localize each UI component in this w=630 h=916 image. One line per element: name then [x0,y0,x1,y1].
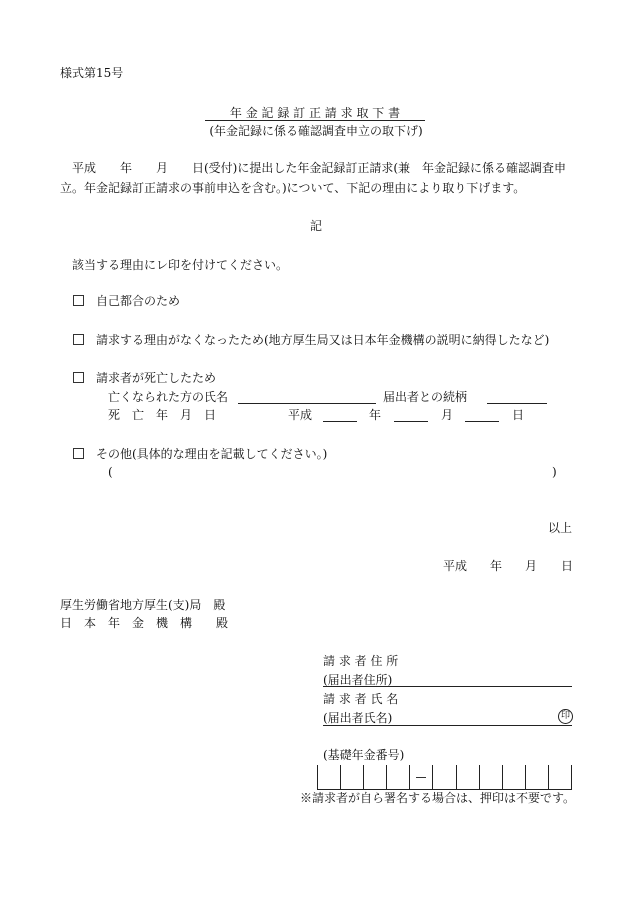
death-date-label: 死 亡 年 月 日 [108,408,217,422]
pension-separator-cell [409,765,432,789]
deceased-name-label: 亡くなられた方の氏名 [108,390,229,404]
seal-mark-icon: 印 [558,709,573,724]
document-title: 年 金 記 録 訂 正 請 求 取 下 書 [205,106,425,121]
option-label-3: 請求者が死亡したため [96,371,217,385]
date-month: 月 [525,559,538,573]
pension-digit-cell[interactable] [525,765,548,789]
pension-number-grid[interactable] [317,765,572,790]
intro-line-1: 平成 年 月 日(受付)に提出した年金記録訂正請求(兼 年金記録に係る確認調査申 [60,161,567,175]
pension-digit-cell[interactable] [456,765,479,789]
applicant-name-field[interactable] [323,725,572,726]
ki-heading: 記 [310,219,323,233]
option-checkbox-2[interactable] [73,333,84,347]
applicant-address-field[interactable] [323,686,572,687]
pension-digit-cell[interactable] [548,765,572,789]
pension-digit-cell[interactable] [432,765,455,789]
option-checkbox-3[interactable] [73,371,84,385]
death-month-field[interactable] [394,421,428,422]
other-close-paren: ) [552,465,557,479]
death-day-field[interactable] [465,421,499,422]
death-day-label: 日 [512,408,525,422]
death-year-label: 年 [369,408,382,422]
option-label-4: その他(具体的な理由を記載してください。) [96,447,328,461]
pension-number-label: (基礎年金番号) [323,748,405,762]
addressee-regional-bureau: 厚生労働省地方厚生(支)局 殿 [60,598,226,612]
death-month-label: 月 [441,408,454,422]
date-era: 平成 [443,559,468,573]
other-reason-field[interactable] [118,463,548,481]
signature-note: ※請求者が自ら署名する場合は、押印は不要です。 [300,791,576,805]
death-year-field[interactable] [323,421,357,422]
intro-line-2: 立。年金記録訂正請求の事前申込を含む。)について、下記の理由により取り下げます。 [60,181,526,195]
deceased-name-field[interactable] [238,403,376,404]
pension-digit-cell[interactable] [363,765,386,789]
death-era: 平成 [288,408,313,422]
applicant-address-label: 請 求 者 住 所 [323,654,399,668]
option-checkbox-1[interactable] [73,294,84,308]
document-subtitle: (年金記録に係る確認調査申立の取下げ) [209,124,423,138]
form-number: 様式第15号 [60,66,124,80]
addressee-pension-service: 日 本 年 金 機 構 殿 [60,616,229,630]
pension-digit-cell[interactable] [502,765,525,789]
option-label-1: 自己都合のため [96,294,181,308]
applicant-address-sub: (届出者住所) [323,673,393,687]
applicant-name-sub: (届出者氏名) [323,711,393,725]
pension-digit-cell[interactable] [479,765,502,789]
other-open-paren: ( [108,465,113,479]
relation-field[interactable] [487,403,547,404]
option-label-2: 請求する理由がなくなったため(地方厚生局又は日本年金機構の説明に納得したなど) [96,333,550,347]
pension-digit-cell[interactable] [340,765,363,789]
applicant-name-label: 請 求 者 氏 名 [323,692,399,706]
date-year: 年 [490,559,503,573]
pension-digit-cell[interactable] [386,765,409,789]
dash-icon [416,777,426,778]
instruction: 該当する理由にレ印を付けてください。 [72,258,289,272]
pension-digit-cell[interactable] [317,765,340,789]
option-checkbox-4[interactable] [73,447,84,461]
ijou: 以上 [548,521,573,535]
relation-label: 届出者との続柄 [383,390,468,404]
date-day: 日 [561,559,574,573]
